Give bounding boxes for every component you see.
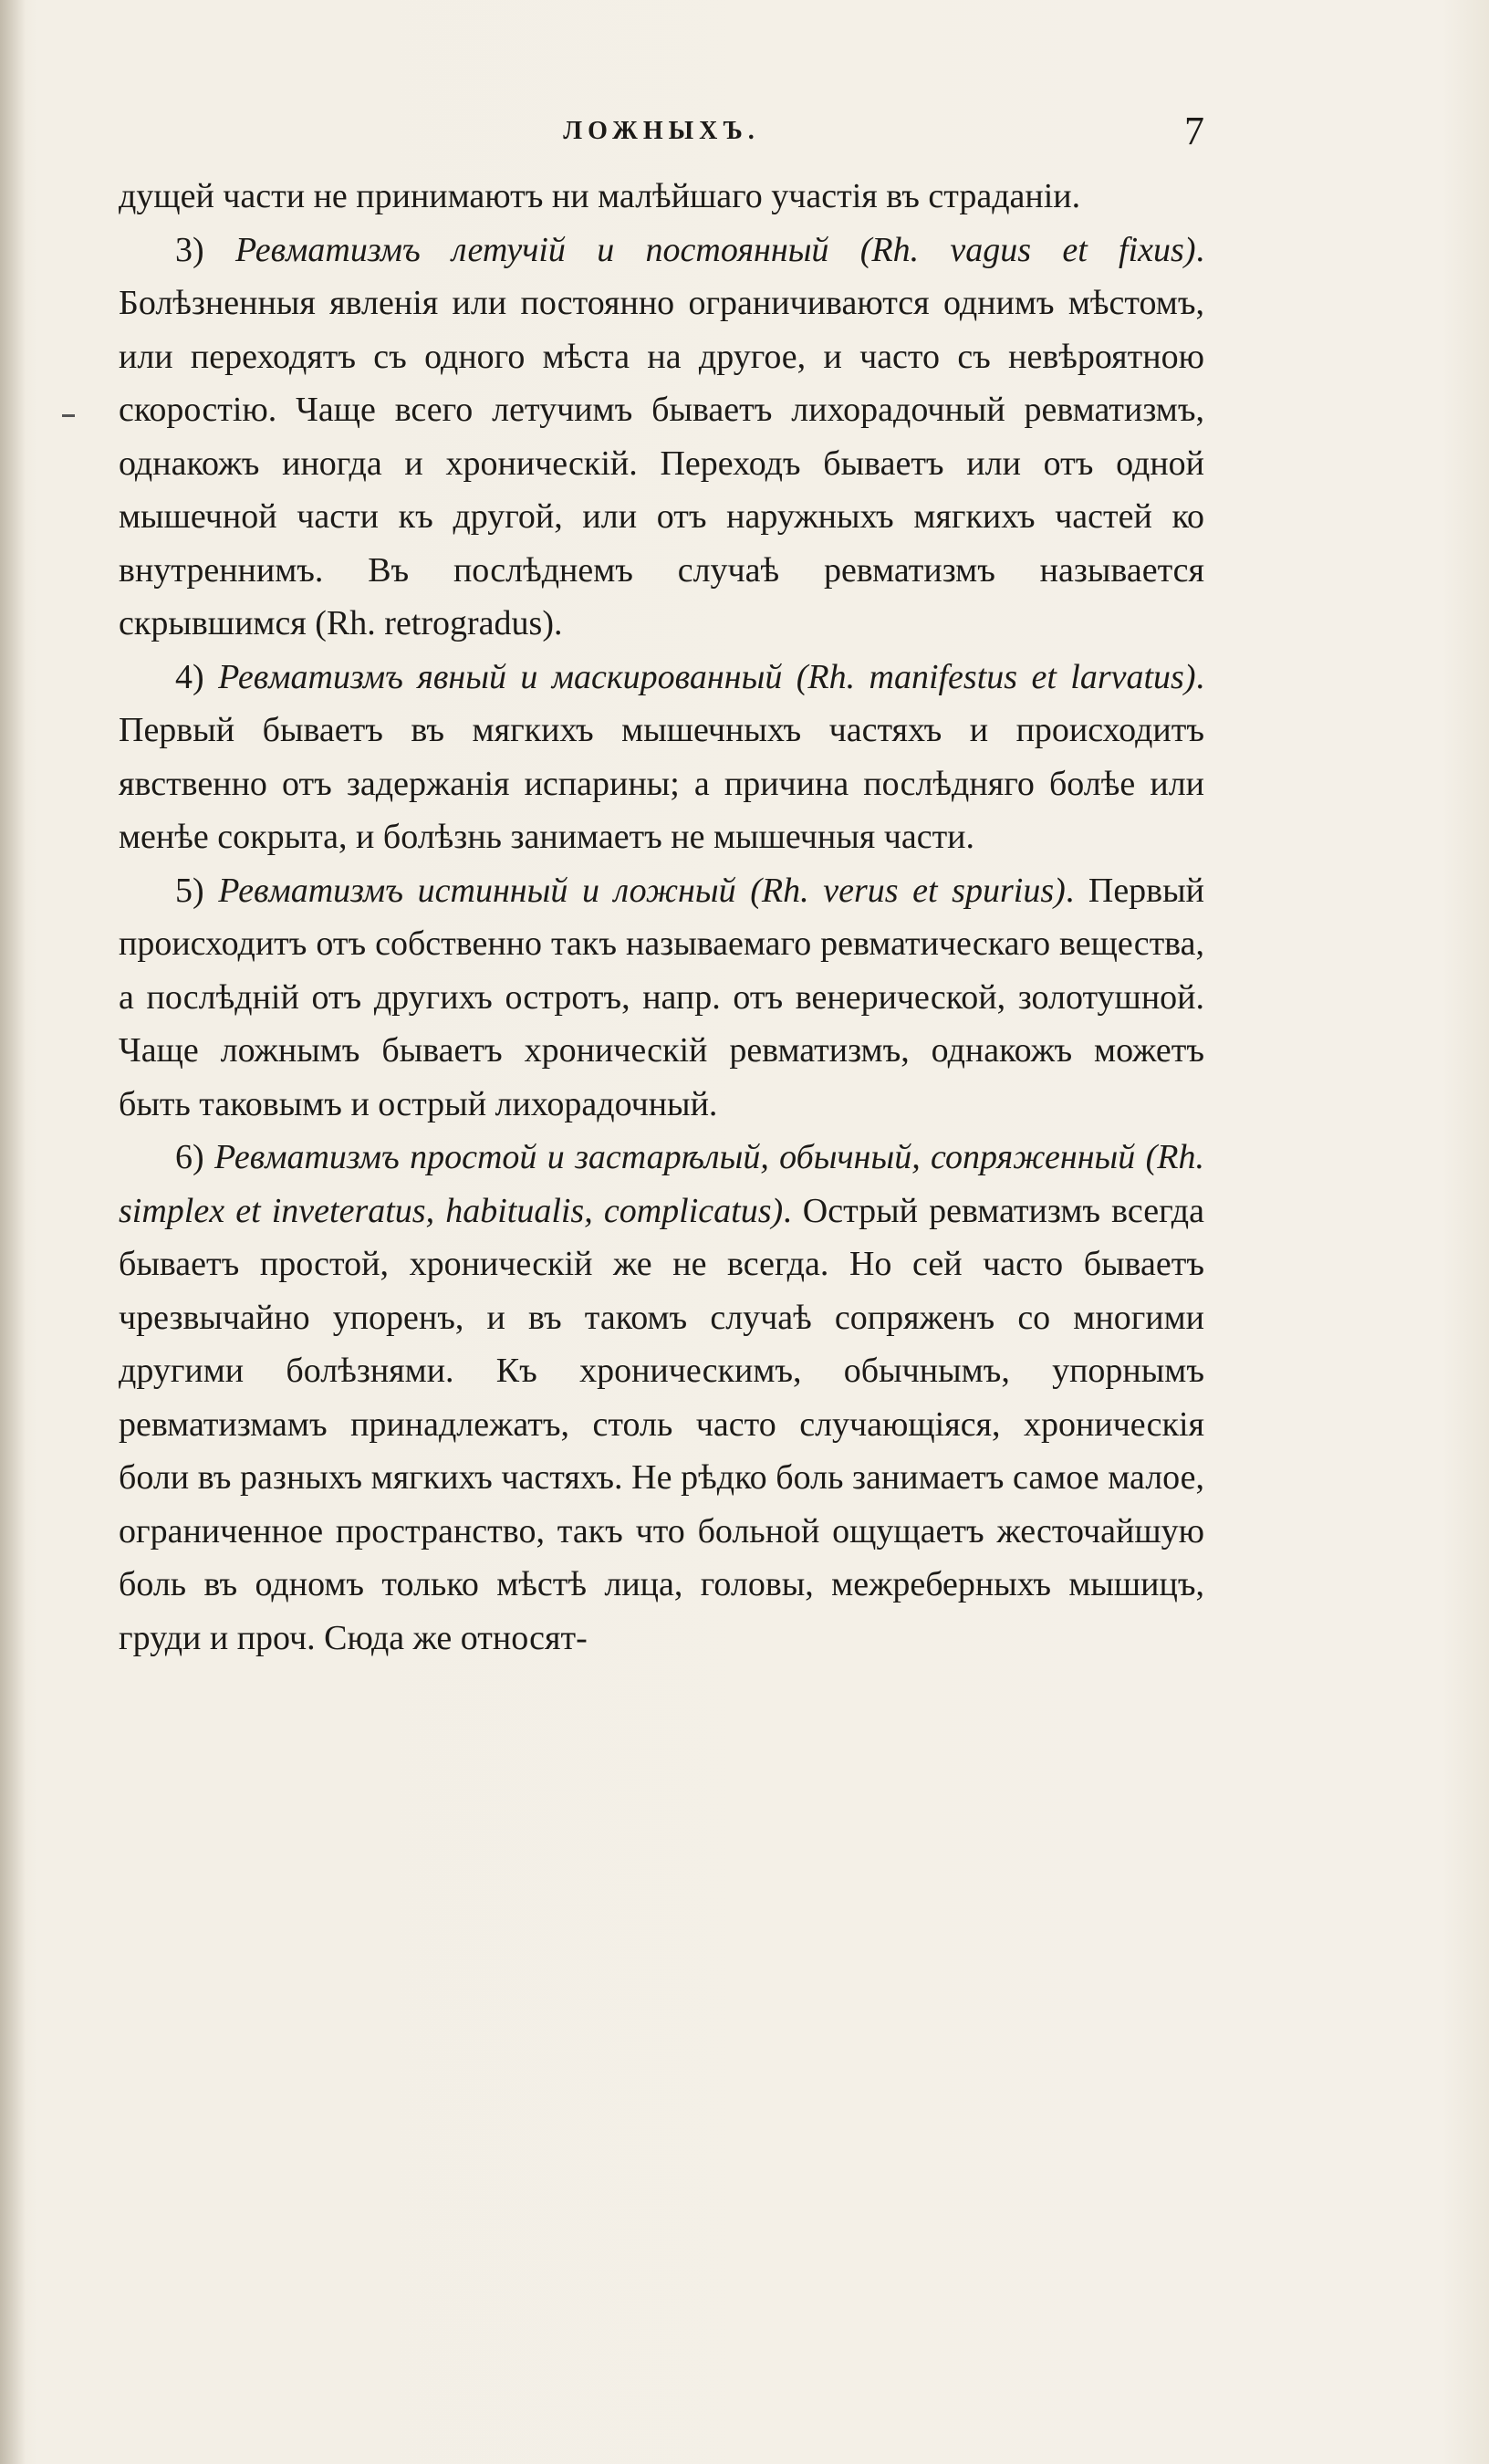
italic-heading: Ревматизмъ летучій и постоянный (Rh. vagus et fixus) [234, 230, 1196, 269]
paragraph-p3 [119, 224, 1204, 651]
italic-heading: Ревматизмъ истинный и ложный (Rh. verus et spurius) [218, 871, 1066, 910]
paragraph-p6 [119, 1131, 1204, 1665]
paragraph-text: 5) [175, 871, 219, 910]
paragraph-text: . Болѣзненныя явленія или постоянно ограничиваются однимъ мѣстомъ, или переходятъ съ одного мѣста на другое, и часто съ невѣроятною скоростію. Чаще всего летучимъ бываетъ лихорадочный ревматизмъ, однакожъ иногда и хроническій. Переходъ бываетъ или отъ одной мышечной части къ другой, или отъ наружныхъ мягкихъ частей ко внутреннимъ. Въ послѣднемъ случаѣ ревматизмъ называется скрывшимся (Rh. retrogradus). [119, 230, 1204, 642]
paragraph-p5 [119, 864, 1204, 1132]
paragraph-text: 6) [175, 1138, 214, 1176]
paragraph-p4 [119, 651, 1204, 864]
italic-heading: Ревматизмъ явный и маскированный (Rh. manifestus et larvatus) [218, 657, 1196, 696]
paragraph-p0 [119, 170, 1204, 224]
paragraph-text: 4) [175, 657, 219, 696]
paragraph-text: 3) [175, 230, 235, 269]
italic-heading: Ревматизмъ простой и застарѣлый, обычный, сопряженный (Rh. simplex et inveteratus, habitualis, complicatus) [119, 1138, 1204, 1230]
paragraph-text: дущей части не принимаютъ ни малѣйшаго участія въ страданіи. [119, 177, 1081, 215]
margin-mark [62, 414, 75, 417]
gutter-shadow [0, 0, 26, 2464]
paragraph-text: . Первый бываетъ въ мягкихъ мышечныхъ частяхъ и происходитъ явственно отъ задержанія испарины; а причина послѣдняго болѣе или менѣе сокрыта, и болѣзнь занимаетъ не мышечныя части. [119, 657, 1204, 856]
body-text [119, 170, 1204, 1665]
running-head: ЛОЖНЫХЪ. [563, 117, 760, 145]
page-number: 7 [1184, 109, 1204, 153]
paragraph-text: . Первый происходитъ отъ собственно такъ называемаго ревматическаго вещества, а послѣдній отъ другихъ остротъ, напр. отъ венерической, золотушной. Чаще ложнымъ бываетъ хроническій ревматизмъ, однакожъ можетъ быть таковымъ и острый лихорадочный. [119, 871, 1204, 1123]
page-header [119, 108, 1204, 162]
paragraph-text: . Острый ревматизмъ всегда бываетъ простой, хроническій же не всегда. Но сей часто бываетъ чрезвычайно упоренъ, и въ такомъ случаѣ сопряженъ со многими другими болѣзнями. Къ хроническимъ, обычнымъ, упорнымъ ревматизмамъ принадлежатъ, столь часто случающіяся, хроническія боли въ разныхъ мягкихъ частяхъ. Не рѣдко боль занимаетъ самое малое, ограниченное пространство, такъ что больной ощущаетъ жесточайшую боль въ одномъ только мѣстѣ лица, головы, межреберныхъ мышицъ, груди и проч. Сюда же относят- [119, 1191, 1204, 1657]
